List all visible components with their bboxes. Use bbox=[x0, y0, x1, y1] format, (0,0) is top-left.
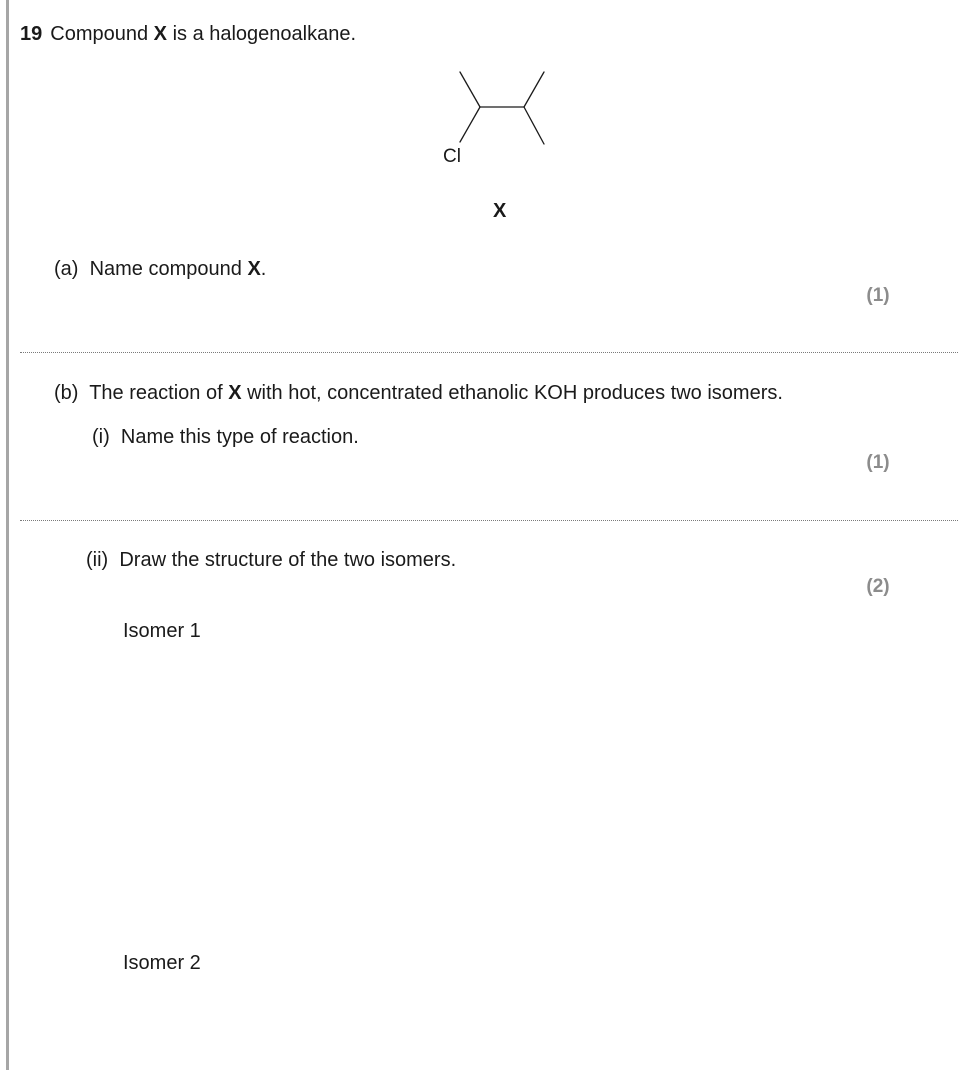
part-b-i-text: Name this type of reaction. bbox=[120, 426, 359, 448]
bond-c-cl bbox=[460, 107, 480, 142]
part-b-text-before: The reaction of bbox=[89, 382, 223, 404]
part-b-i-question bbox=[92, 425, 359, 449]
compound-x-label: X bbox=[493, 200, 507, 222]
bond-methyl-3 bbox=[524, 72, 544, 107]
question-stem bbox=[20, 22, 356, 46]
part-b-i-label: (i) bbox=[92, 426, 110, 448]
part-a-marks: (1) bbox=[866, 285, 890, 306]
stem-compound-x: X bbox=[153, 23, 167, 45]
part-a-text-before: Name compound bbox=[89, 258, 242, 280]
part-b-question bbox=[54, 381, 783, 405]
part-b-label: (b) bbox=[54, 382, 79, 404]
chlorine-atom-label: Cl bbox=[443, 146, 461, 167]
part-b-ii-text: Draw the structure of the two isomers. bbox=[119, 549, 457, 571]
stem-text-before: Compound bbox=[50, 23, 149, 45]
isomer-2-label: Isomer 2 bbox=[123, 952, 201, 974]
part-b-ii-marks: (2) bbox=[866, 576, 890, 597]
part-a-answer-line[interactable] bbox=[20, 352, 958, 353]
bond-methyl-4 bbox=[524, 107, 544, 144]
part-b-i-answer-line[interactable] bbox=[20, 520, 958, 521]
page-margin-rule bbox=[6, 0, 9, 1070]
part-b-compound-x: X bbox=[228, 382, 242, 404]
part-b-ii-question bbox=[86, 548, 456, 572]
stem-text-after: is a halogenoalkane. bbox=[172, 23, 357, 45]
part-a-compound-x: X bbox=[247, 258, 261, 280]
part-a-question bbox=[54, 257, 266, 281]
part-b-ii-label: (ii) bbox=[86, 549, 109, 571]
question-number: 19 bbox=[20, 23, 43, 45]
part-b-i-marks: (1) bbox=[866, 452, 890, 473]
isomer-1-label: Isomer 1 bbox=[123, 620, 201, 642]
part-a-label: (a) bbox=[54, 258, 79, 280]
part-a-text-after: . bbox=[260, 258, 267, 280]
part-b-text-after: with hot, concentrated ethanolic KOH produces two isomers. bbox=[247, 382, 783, 404]
bond-methyl-1 bbox=[460, 72, 480, 107]
